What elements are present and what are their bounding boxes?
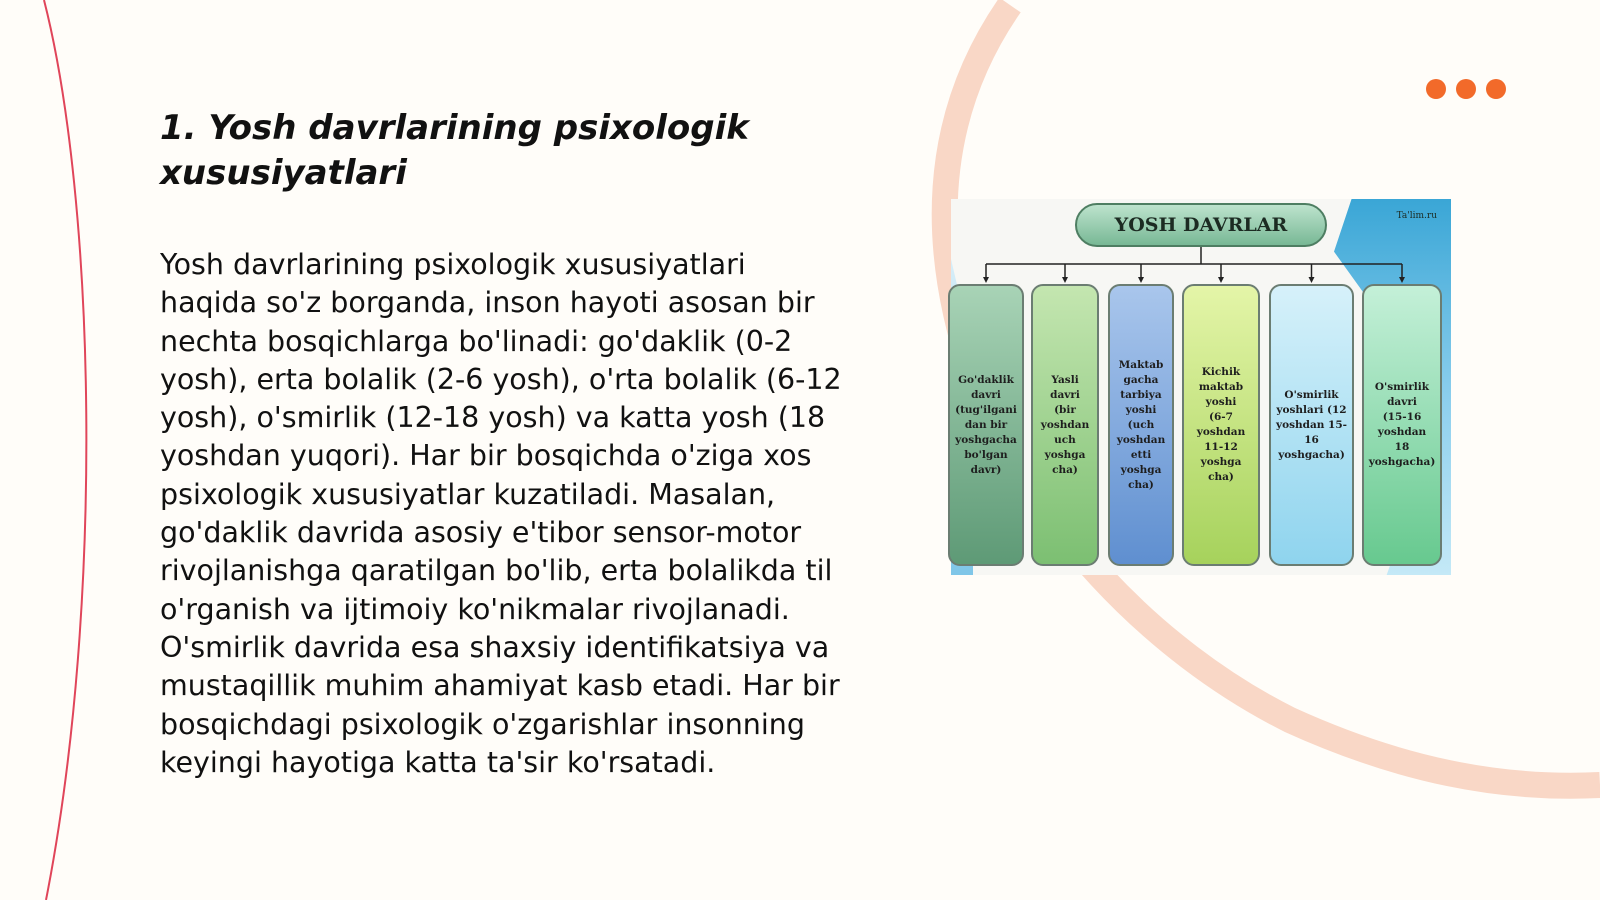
stage-box (1108, 284, 1174, 566)
slide-body-text: Yosh davrlarining psixologik xususiyatlari haqida so'z borganda, inson hayoti asosan bir nechta bosqichlarga bo'linadi: go'daklik (0-2 yosh), erta bolalik (2-6 yosh), o'rta bolalik (6-12 yosh), o'smirlik (12-18 yosh) va katta yosh (18 yoshdan yuqori). Har bir bosqichda o'ziga xos psixologik xususiyatlar kuzatiladi. Masalan, go'daklik davrida asosiy e'tibor sensor-motor rivojlanishga qaratilgan bo'lib, erta bolalikda til o'rganish va ijtimoiy ko'nikmalar rivojlanadi. O'smirlik davrida esa shaxsiy identifikatsiya va mustaqillik muhim ahamiyat kasb etadi. Har bir bosqichdagi psixologik o'zgarishlar insonning keyingi hayotiga katta ta'sir ko'rsatadi. (160, 248, 842, 779)
arrow-head-icon (983, 277, 989, 283)
decorative-line (44, 0, 86, 900)
arrow-head-icon (1309, 277, 1315, 283)
arrow-head-icon (1138, 277, 1144, 283)
dot-icon (1426, 79, 1446, 99)
dot-icon (1486, 79, 1506, 99)
age-periods-diagram (951, 199, 1451, 575)
stage-label: Kichik maktab yoshi (6-7 yoshdan 11-12 yoshga cha) (1196, 366, 1246, 483)
stage-box (1362, 284, 1442, 566)
stage-label: Yasli davri (bir yoshdan uch yoshga cha) (1040, 373, 1090, 476)
slide-menu-dots (1426, 79, 1506, 99)
dot-icon (1456, 79, 1476, 99)
stage-label: O'smirlik yoshlari (12 yoshdan 15- 16 yoshgacha) (1275, 388, 1348, 461)
stage-label: Go'daklik davri (tug'ilgani dan bir yoshgacha bo'lgan davr) (955, 373, 1017, 476)
slide-title: 1. Yosh davrlarining psixologik xususiyatlari (160, 108, 749, 193)
stage-box (948, 284, 1024, 566)
arrow-head-icon (1062, 277, 1068, 283)
arrow-head-icon (1218, 277, 1224, 283)
diagram-root-node: YOSH DAVRLAR (1075, 203, 1327, 247)
stage-box (1182, 284, 1260, 566)
stage-box (1031, 284, 1099, 566)
stage-label: O'smirlik davri (15-16 yoshdan 18 yoshgacha) (1368, 381, 1436, 468)
diagram-corner-note: Ta'lim.ru (1396, 211, 1437, 221)
stage-label: Maktab gacha tarbiya yoshi (uch yoshdan etti yoshga cha) (1116, 358, 1166, 491)
stage-box (1269, 284, 1354, 566)
arrow-head-icon (1399, 277, 1405, 283)
